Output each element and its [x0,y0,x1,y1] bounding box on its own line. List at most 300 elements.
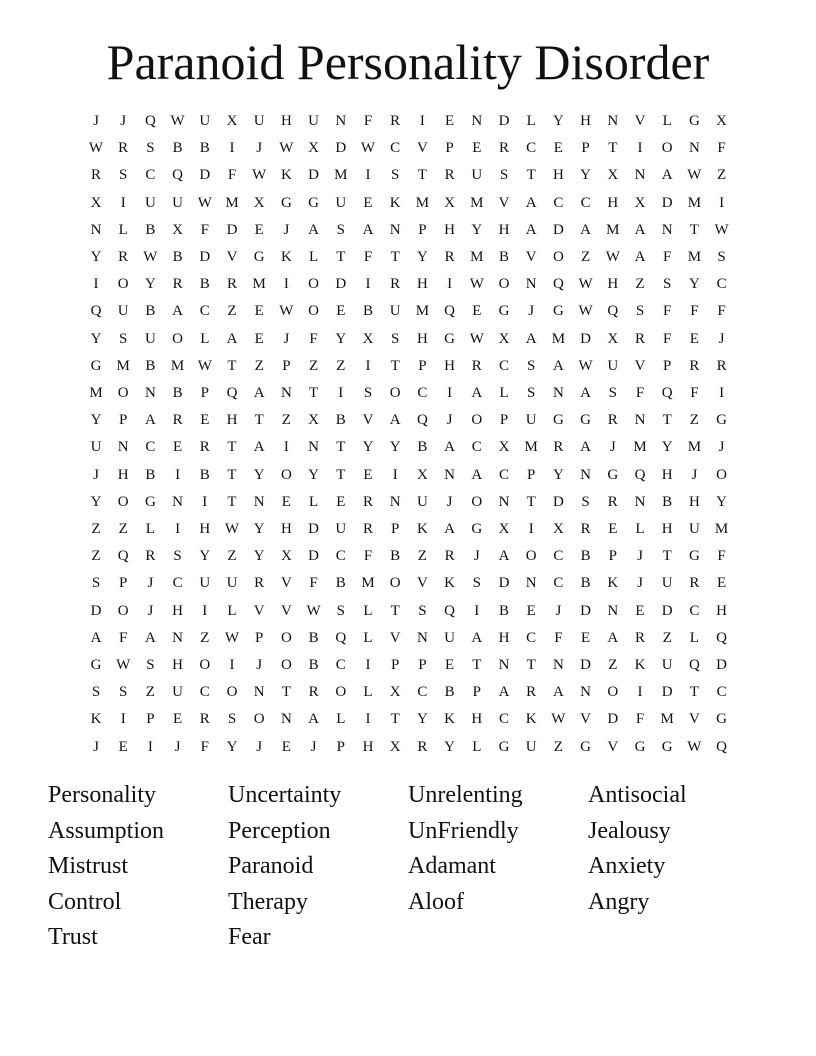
grid-letter: R [199,439,210,456]
grid-letter: E [363,466,373,483]
grid-letter: L [526,113,536,129]
grid-letter: H [444,357,456,374]
grid-letter: F [690,385,699,401]
grid-letter: Q [172,167,184,184]
grid-letter: E [581,629,591,646]
grid-letter: W [714,221,729,238]
grid-letter: R [417,738,428,755]
grid-letter: F [363,548,373,565]
grid-letter: Q [226,385,238,401]
grid-letter: E [689,330,699,347]
grid-letter: R [498,140,509,157]
grid-letter: A [634,221,646,238]
grid-letter: L [499,385,509,401]
grid-letter: G [498,738,510,755]
grid-letter: A [471,385,483,401]
grid-letter: O [117,493,129,510]
grid-letter: T [390,249,400,265]
grid-letter: M [606,221,620,238]
grid-letter: X [389,684,401,701]
grid-letter: G [90,657,102,673]
grid-letter: A [525,330,537,347]
grid-letter: C [335,657,346,673]
grid-letter: T [390,602,400,619]
grid-letter: I [447,385,453,401]
grid-letter: P [119,575,128,592]
grid-letter: Y [362,439,374,456]
grid-letter: E [608,521,618,537]
grid-letter: C [145,167,156,184]
grid-letter: Q [661,385,673,401]
grid-letter: P [663,357,672,374]
grid-letter: A [634,249,646,265]
grid-letter: O [335,684,347,701]
grid-letter: Y [144,276,156,293]
grid-letter: D [335,276,347,293]
grid-letter: I [719,194,725,211]
grid-letter: F [309,575,318,592]
grid-letter: C [417,684,428,701]
grid-letter: N [253,684,265,701]
grid-letter: T [417,167,427,184]
grid-letter: S [717,249,726,265]
grid-letter: D [498,575,510,592]
grid-letter: J [256,657,263,673]
grid-letter: S [663,276,672,293]
grid-letter: I [719,385,725,401]
grid-letter: K [389,194,401,211]
grid-letter: X [416,466,428,483]
grid-letter: Z [118,521,128,537]
grid-letter: N [498,657,510,673]
grid-letter: B [145,221,156,238]
grid-letter: J [310,738,317,755]
grid-letter: Q [688,657,700,673]
grid-letter: R [444,249,455,265]
grid-letter: R [362,493,373,510]
grid-letter: B [580,575,591,592]
grid-letter: G [552,303,564,320]
grid-letter: R [390,113,401,129]
grid-letter: N [525,575,537,592]
grid-letter: H [117,466,129,483]
grid-letter: S [119,330,128,347]
grid-letter: Y [416,711,428,728]
grid-letter: H [716,602,728,619]
grid-letter: D [226,221,238,238]
grid-letter: R [607,412,618,429]
grid-letter: R [716,357,727,374]
grid-letter: N [634,412,646,429]
grid-letter: Q [607,303,619,320]
grid-letter: Y [308,466,320,483]
grid-letter: X [90,194,102,211]
grid-letter: R [199,711,210,728]
grid-letter: A [90,629,102,646]
grid-letter: M [415,303,430,320]
grid-letter: J [446,412,453,429]
grid-letter: B [145,357,156,374]
grid-letter: E [635,602,645,619]
grid-letter: D [580,330,592,347]
grid-letter: N [90,221,102,238]
grid-letter: A [661,167,673,184]
grid-letter: M [225,194,239,211]
grid-letter: G [444,330,456,347]
grid-letter: Y [335,330,347,347]
grid-letter: F [119,629,128,646]
grid-letter: A [552,684,564,701]
grid-letter: O [280,466,292,483]
grid-letter: R [172,276,183,293]
grid-letter: Z [227,303,237,320]
grid-letter: R [553,439,564,456]
grid-letter: I [229,140,235,157]
grid-letter: H [280,113,292,129]
grid-letter: A [525,221,537,238]
grid-letter: Y [226,738,238,755]
word-list-item: Trust [48,924,98,950]
grid-letter: P [146,711,155,728]
word-list-item: Personality [48,782,156,808]
grid-letter: W [551,711,566,728]
grid-letter: V [525,249,537,265]
grid-letter: M [687,249,702,265]
grid-letter: H [172,657,184,673]
grid-letter: T [336,466,346,483]
grid-letter: A [226,330,238,347]
grid-letter: B [580,548,591,565]
word-list-item: Therapy [228,888,308,915]
grid-letter: V [580,711,592,728]
grid-letter: N [444,466,456,483]
grid-letter: O [308,303,320,320]
grid-letter: K [280,249,292,265]
grid-letter: I [365,276,371,293]
grid-letter: C [553,575,564,592]
grid-letter: E [472,140,482,157]
grid-letter: M [170,357,185,374]
grid-letter: V [416,575,428,592]
grid-letter: A [253,439,265,456]
grid-letter: Y [661,439,673,456]
grid-letter: Z [608,657,618,673]
grid-letter: A [172,303,184,320]
grid-letter: S [527,357,536,374]
grid-letter: H [607,276,619,293]
grid-letter: Y [471,221,483,238]
grid-letter: Z [553,738,563,755]
letter-grid [84,112,744,762]
grid-letter: N [389,221,401,238]
grid-letter: N [607,113,619,129]
grid-letter: I [175,466,181,483]
grid-letter: K [280,167,292,184]
grid-letter: H [416,276,428,293]
grid-letter: I [365,657,371,673]
grid-letter: N [280,711,292,728]
grid-letter: K [634,657,646,673]
grid-letter: T [336,439,346,456]
grid-letter: J [174,738,181,755]
grid-letter: L [200,330,210,347]
grid-letter: F [717,548,726,565]
grid-letter: Z [635,276,645,293]
grid-letter: D [716,657,728,673]
grid-letter: P [200,385,209,401]
grid-letter: P [418,657,427,673]
grid-letter: S [227,711,237,728]
grid-letter: N [144,385,156,401]
grid-letter: A [498,684,510,701]
grid-letter: B [199,140,210,157]
grid-letter: T [662,548,672,565]
grid-letter: N [525,276,537,293]
grid-letter: O [199,657,211,673]
grid-letter: M [633,439,647,456]
grid-letter: Q [716,738,728,755]
grid-letter: G [580,412,592,429]
grid-letter: E [336,303,346,320]
grid-letter: W [578,276,593,293]
grid-letter: I [474,602,480,619]
word-list-item: Mistrust [48,853,129,879]
grid-letter: S [581,493,590,510]
grid-letter: O [716,466,728,483]
grid-letter: C [689,602,700,619]
grid-letter: F [635,385,645,401]
grid-letter: L [309,249,319,265]
grid-letter: X [607,167,619,184]
grid-letter: X [498,439,510,456]
grid-letter: I [637,140,643,157]
grid-letter: N [335,113,347,129]
grid-letter: I [229,657,235,673]
grid-letter: N [580,466,592,483]
grid-letter: T [689,221,699,238]
grid-letter: P [336,738,345,755]
grid-letter: H [172,602,184,619]
grid-letter: E [717,575,727,592]
word-list [48,780,768,960]
grid-letter: N [634,167,646,184]
grid-letter: I [283,276,289,293]
grid-letter: W [279,140,294,157]
grid-letter: R [526,684,537,701]
grid-letter: T [390,357,400,374]
word-list-item: UnFriendly [408,817,519,844]
grid-letter: G [552,412,564,429]
grid-letter: H [226,412,238,429]
grid-letter: S [527,385,536,401]
grid-letter: U [471,167,483,184]
grid-letter: N [498,493,510,510]
grid-letter: H [498,629,510,646]
grid-letter: I [365,167,371,184]
grid-letter: R [362,521,373,537]
grid-letter: Q [634,466,646,483]
grid-letter: Z [417,548,427,565]
grid-letter: J [528,303,535,320]
grid-letter: E [281,493,291,510]
grid-letter: N [280,385,292,401]
grid-letter: Q [416,412,428,429]
grid-letter: C [498,357,509,374]
grid-letter: N [117,439,129,456]
grid-letter: I [120,194,126,211]
grid-letter: H [498,221,510,238]
grid-letter: F [554,629,563,646]
grid-letter: Y [199,548,211,565]
grid-letter: C [145,439,156,456]
grid-letter: M [361,575,375,592]
grid-letter: U [144,330,156,347]
grid-letter: T [526,657,536,673]
grid-letter: O [117,276,129,293]
grid-letter: O [607,684,619,701]
grid-letter: T [608,140,618,157]
grid-letter: D [661,684,673,701]
grid-letter: T [227,493,237,510]
grid-letter: S [363,385,373,401]
grid-letter: F [200,221,209,238]
grid-letter: O [389,385,401,401]
grid-letter: T [254,412,264,429]
grid-letter: X [280,548,292,565]
grid-letter: B [498,602,509,619]
grid-letter: M [551,330,566,347]
grid-letter: O [280,629,292,646]
grid-letter: N [471,113,483,129]
grid-letter: P [391,521,400,537]
grid-letter: P [499,412,509,429]
grid-letter: O [253,711,265,728]
grid-letter: N [389,493,401,510]
grid-letter: D [90,602,102,619]
grid-letter: T [689,684,699,701]
grid-letter: I [202,602,208,619]
puzzle-title: Paranoid Personality Disorder [106,34,710,90]
grid-letter: Y [253,521,265,537]
grid-letter: C [716,684,727,701]
word-list-item: Paranoid [228,853,314,879]
grid-letter: C [553,548,564,565]
grid-letter: A [607,629,619,646]
grid-letter: M [687,439,702,456]
grid-letter: E [173,711,183,728]
grid-letter: W [252,167,267,184]
grid-letter: N [172,629,184,646]
grid-letter: B [335,412,346,429]
grid-letter: E [254,221,264,238]
grid-letter: H [471,711,483,728]
grid-letter: Y [688,276,700,293]
grid-letter: Z [145,684,155,701]
grid-letter: N [634,493,646,510]
grid-letter: V [416,140,428,157]
grid-letter: K [525,711,537,728]
grid-letter: R [145,548,156,565]
grid-letter: Z [581,249,591,265]
grid-letter: X [498,521,510,537]
grid-letter: G [471,521,483,537]
grid-letter: L [145,521,155,537]
grid-letter: R [90,167,101,184]
grid-letter: Y [552,466,564,483]
grid-letter: D [199,167,211,184]
grid-letter: Y [90,249,102,265]
grid-letter: W [170,113,185,129]
grid-letter: J [256,738,263,755]
grid-letter: X [634,194,646,211]
grid-letter: C [471,439,482,456]
grid-letter: S [391,167,400,184]
grid-letter: S [146,140,155,157]
grid-letter: H [607,194,619,211]
grid-letter: J [93,466,99,483]
grid-letter: U [117,303,129,320]
grid-letter: A [498,548,510,565]
grid-letter: J [473,548,480,565]
grid-letter: L [118,221,128,238]
grid-letter: S [91,684,101,701]
grid-letter: S [391,330,400,347]
grid-letter: J [283,221,290,238]
grid-letter: J [120,113,127,129]
grid-letter: T [227,357,237,374]
grid-letter: Q [144,113,156,129]
grid-letter: T [281,684,291,701]
grid-letter: U [661,657,673,673]
grid-letter: O [525,548,537,565]
grid-letter: R [580,521,591,537]
grid-letter: B [362,303,373,320]
grid-letter: B [172,249,183,265]
grid-letter: C [335,548,346,565]
grid-letter: W [605,249,620,265]
word-list-item: Adamant [408,853,496,879]
word-list-item: Perception [228,817,331,844]
grid-letter: N [253,493,265,510]
grid-letter: G [661,738,673,755]
grid-letter: B [199,276,210,293]
grid-letter: E [254,330,264,347]
grid-letter: X [308,140,320,157]
grid-letter: P [527,466,536,483]
grid-letter: O [280,657,292,673]
grid-letter: M [470,249,484,265]
grid-letter: D [580,602,592,619]
grid-letter: U [308,113,320,129]
grid-letter: B [308,629,319,646]
grid-letter: J [93,738,99,755]
grid-letter: S [608,385,617,401]
grid-letter: I [419,113,425,129]
grid-letter: H [688,493,700,510]
grid-letter: P [418,221,427,238]
grid-letter: E [200,412,210,429]
grid-letter: W [88,140,104,157]
grid-letter: Z [91,548,101,565]
grid-letter: O [552,249,564,265]
grid-letter: E [173,439,183,456]
grid-letter: H [199,521,211,537]
grid-letter: A [580,221,592,238]
grid-letter: L [227,602,237,619]
grid-letter: H [416,330,428,347]
grid-letter: P [391,657,400,673]
grid-letter: S [336,221,345,238]
